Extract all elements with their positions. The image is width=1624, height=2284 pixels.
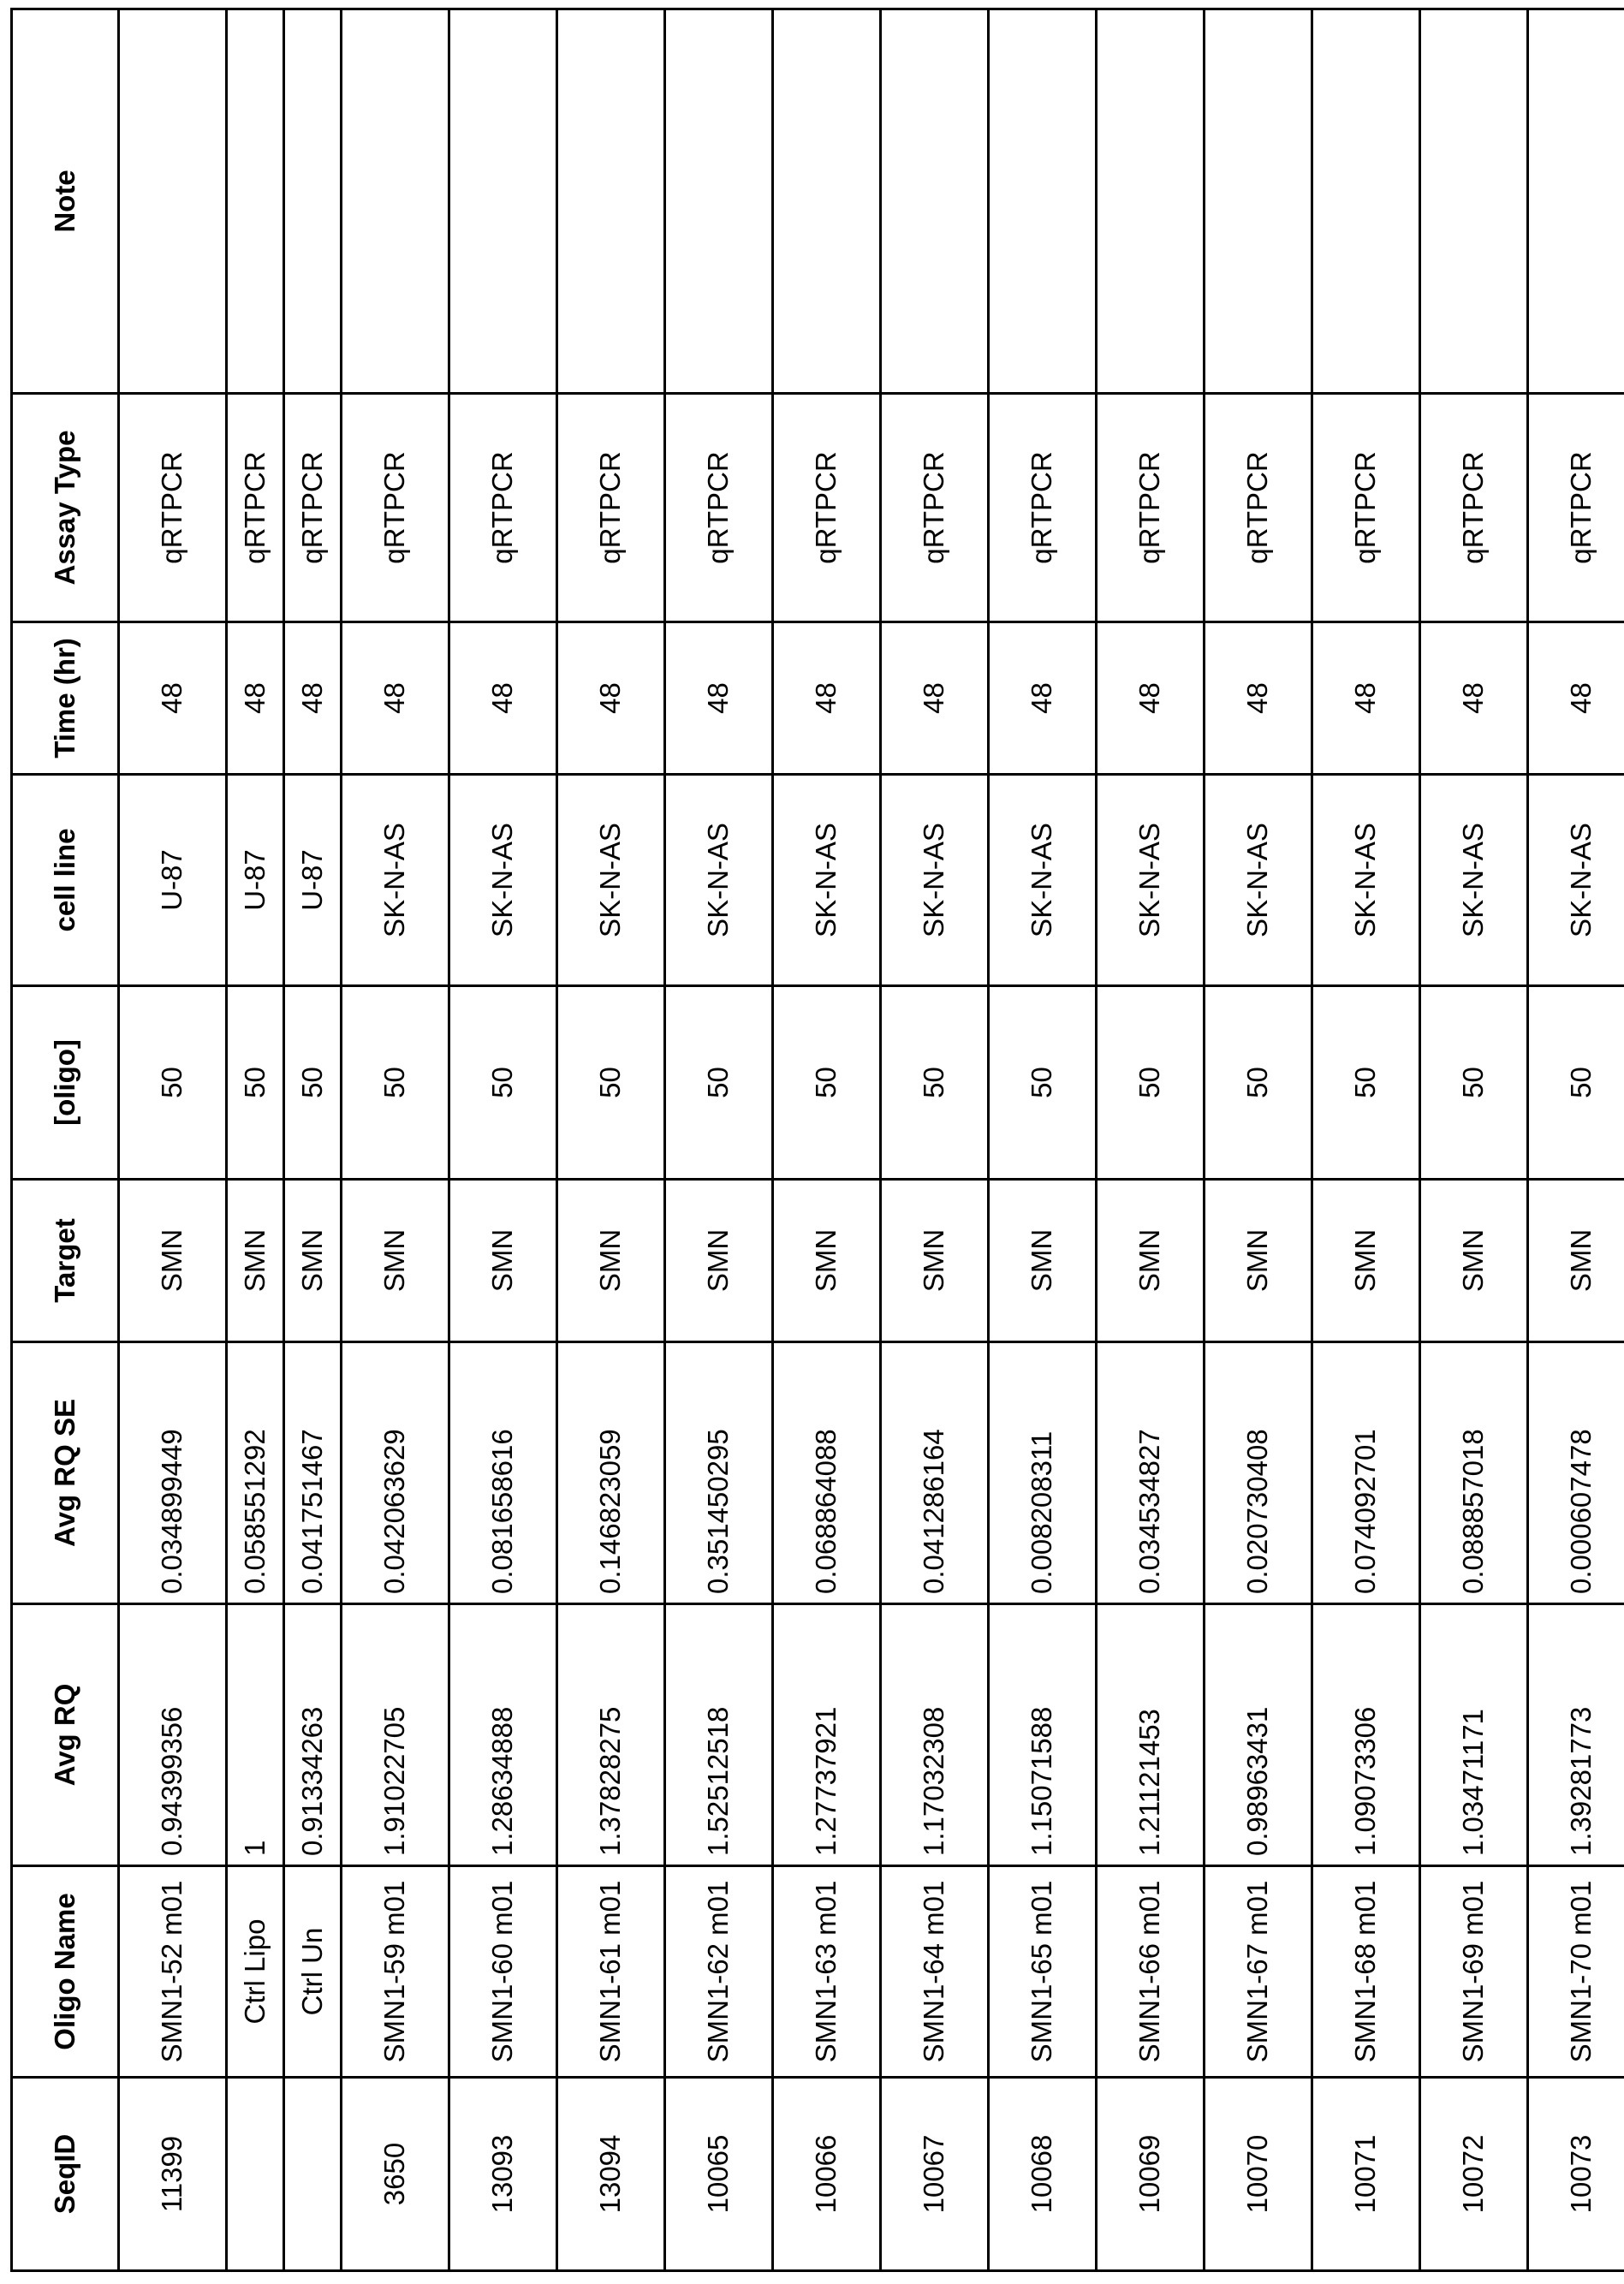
cell-oligo-name: SMN1-64 m01 (881, 1866, 989, 2078)
cell-seqid: 10067 (881, 2078, 989, 2271)
cell-oligo: 50 (227, 986, 284, 1180)
cell-note (449, 9, 557, 394)
cell-cell-line: SK-N-AS (1097, 775, 1205, 986)
table-row (989, 9, 1097, 2271)
cell-avg-rq: 1 (227, 1604, 284, 1866)
table-row (227, 9, 284, 2271)
cell-assay-type: qRTPCR (989, 394, 1097, 622)
cell-oligo-name: SMN1-61 m01 (557, 1866, 665, 2078)
cell-note (665, 9, 773, 394)
cell-avg-rq-se: 0.020730408 (1205, 1342, 1312, 1604)
cell-time: 48 (665, 622, 773, 775)
cell-oligo-name: SMN1-65 m01 (989, 1866, 1097, 2078)
cell-time: 48 (1205, 622, 1312, 775)
cell-cell-line: SK-N-AS (1312, 775, 1420, 986)
cell-oligo: 50 (342, 986, 449, 1180)
cell-assay-type: qRTPCR (342, 394, 449, 622)
cell-note (284, 9, 342, 394)
cell-oligo: 50 (1205, 986, 1312, 1180)
cell-time: 48 (449, 622, 557, 775)
table-row (665, 9, 773, 2271)
cell-avg-rq: 1.09073306 (1312, 1604, 1420, 1866)
cell-avg-rq: 1.03471171 (1420, 1604, 1528, 1866)
cell-avg-rq: 1.15071588 (989, 1604, 1097, 1866)
cell-avg-rq: 1.39281773 (1528, 1604, 1624, 1866)
cell-assay-type: qRTPCR (665, 394, 773, 622)
cell-avg-rq: 0.94399356 (119, 1604, 227, 1866)
cell-note (773, 9, 881, 394)
cell-time: 48 (1528, 622, 1624, 775)
results-table (10, 8, 1624, 2272)
table-row (284, 9, 342, 2271)
cell-avg-rq: 0.98963431 (1205, 1604, 1312, 1866)
cell-assay-type: qRTPCR (1205, 394, 1312, 622)
cell-seqid: 13093 (449, 2078, 557, 2271)
cell-assay-type: qRTPCR (119, 394, 227, 622)
cell-time: 48 (119, 622, 227, 775)
cell-note (342, 9, 449, 394)
cell-seqid: 3650 (342, 2078, 449, 2271)
cell-note (1528, 9, 1624, 394)
cell-oligo-name: SMN1-67 m01 (1205, 1866, 1312, 2078)
cell-assay-type: qRTPCR (227, 394, 284, 622)
cell-assay-type: qRTPCR (1420, 394, 1528, 622)
cell-time: 48 (773, 622, 881, 775)
cell-oligo-name: SMN1-59 m01 (342, 1866, 449, 2078)
cell-time: 48 (1420, 622, 1528, 775)
cell-oligo: 50 (1312, 986, 1420, 1180)
cell-seqid: 10071 (1312, 2078, 1420, 2271)
cell-oligo-name: SMN1-66 m01 (1097, 1866, 1205, 2078)
cell-note (881, 9, 989, 394)
cell-oligo: 50 (881, 986, 989, 1180)
column-header-cell-line: cell line (12, 775, 119, 986)
cell-target: SMN (665, 1180, 773, 1342)
cell-target: SMN (1420, 1180, 1528, 1342)
table-row (557, 9, 665, 2271)
cell-time: 48 (342, 622, 449, 775)
cell-target: SMN (284, 1180, 342, 1342)
cell-avg-rq: 1.21121453 (1097, 1604, 1205, 1866)
cell-cell-line: U-87 (119, 775, 227, 986)
cell-oligo: 50 (284, 986, 342, 1180)
cell-oligo-name: SMN1-63 m01 (773, 1866, 881, 2078)
cell-note (1097, 9, 1205, 394)
cell-oligo: 50 (449, 986, 557, 1180)
cell-cell-line: SK-N-AS (342, 775, 449, 986)
table-row (449, 9, 557, 2271)
cell-target: SMN (1205, 1180, 1312, 1342)
cell-avg-rq-se: 0.081658616 (449, 1342, 557, 1604)
table-row (1097, 9, 1205, 2271)
cell-oligo-name: Ctrl Lipo (227, 1866, 284, 2078)
header-row (12, 9, 119, 2271)
cell-avg-rq-se: 0.058551292 (227, 1342, 284, 1604)
column-header-oligo-name: Oligo Name (12, 1866, 119, 2078)
cell-avg-rq-se: 0.000607478 (1528, 1342, 1624, 1604)
cell-avg-rq-se: 0.042063629 (342, 1342, 449, 1604)
cell-cell-line: SK-N-AS (773, 775, 881, 986)
cell-time: 48 (989, 622, 1097, 775)
cell-seqid: 10066 (773, 2078, 881, 2271)
cell-avg-rq: 1.27737921 (773, 1604, 881, 1866)
cell-note (989, 9, 1097, 394)
cell-cell-line: SK-N-AS (1420, 775, 1528, 986)
cell-oligo: 50 (119, 986, 227, 1180)
cell-assay-type: qRTPCR (1097, 394, 1205, 622)
cell-oligo-name: SMN1-68 m01 (1312, 1866, 1420, 2078)
cell-seqid: 10068 (989, 2078, 1097, 2271)
document-page (0, 0, 1624, 2284)
cell-avg-rq: 1.52512518 (665, 1604, 773, 1866)
cell-oligo-name: SMN1-52 m01 (119, 1866, 227, 2078)
cell-avg-rq-se: 0.034534827 (1097, 1342, 1205, 1604)
cell-avg-rq: 1.28634888 (449, 1604, 557, 1866)
cell-note (1205, 9, 1312, 394)
cell-seqid: 11399 (119, 2078, 227, 2271)
cell-time: 48 (881, 622, 989, 775)
table-row (342, 9, 449, 2271)
cell-note (1312, 9, 1420, 394)
table-row (773, 9, 881, 2271)
cell-oligo-name: SMN1-60 m01 (449, 1866, 557, 2078)
cell-cell-line: U-87 (284, 775, 342, 986)
column-header-time: Time (hr) (12, 622, 119, 775)
cell-assay-type: qRTPCR (1528, 394, 1624, 622)
cell-assay-type: qRTPCR (881, 394, 989, 622)
rotated-table-wrapper (10, 10, 1616, 2272)
cell-cell-line: SK-N-AS (989, 775, 1097, 986)
cell-time: 48 (284, 622, 342, 775)
cell-assay-type: qRTPCR (773, 394, 881, 622)
cell-cell-line: SK-N-AS (881, 775, 989, 986)
column-header-avg-rq-se: Avg RQ SE (12, 1342, 119, 1604)
cell-avg-rq-se: 0.041751467 (284, 1342, 342, 1604)
cell-target: SMN (1312, 1180, 1420, 1342)
cell-time: 48 (227, 622, 284, 775)
cell-target: SMN (227, 1180, 284, 1342)
column-header-oligo: [oligo] (12, 986, 119, 1180)
cell-seqid: 10070 (1205, 2078, 1312, 2271)
cell-avg-rq-se: 0.008208311 (989, 1342, 1097, 1604)
cell-cell-line: SK-N-AS (557, 775, 665, 986)
cell-avg-rq-se: 0.041286164 (881, 1342, 989, 1604)
cell-assay-type: qRTPCR (1312, 394, 1420, 622)
cell-target: SMN (119, 1180, 227, 1342)
cell-target: SMN (1528, 1180, 1624, 1342)
cell-avg-rq-se: 0.034899449 (119, 1342, 227, 1604)
cell-seqid (284, 2078, 342, 2271)
cell-cell-line: SK-N-AS (665, 775, 773, 986)
cell-oligo: 50 (989, 986, 1097, 1180)
cell-time: 48 (1312, 622, 1420, 775)
cell-target: SMN (449, 1180, 557, 1342)
cell-time: 48 (557, 622, 665, 775)
cell-oligo: 50 (1528, 986, 1624, 1180)
cell-avg-rq-se: 0.351450295 (665, 1342, 773, 1604)
table-row (881, 9, 989, 2271)
cell-oligo-name: SMN1-69 m01 (1420, 1866, 1528, 2078)
cell-target: SMN (1097, 1180, 1205, 1342)
cell-note (119, 9, 227, 394)
column-header-target: Target (12, 1180, 119, 1342)
cell-avg-rq-se: 0.074092701 (1312, 1342, 1420, 1604)
cell-assay-type: qRTPCR (557, 394, 665, 622)
column-header-note: Note (12, 9, 119, 394)
cell-target: SMN (881, 1180, 989, 1342)
cell-cell-line: SK-N-AS (1528, 775, 1624, 986)
cell-oligo: 50 (557, 986, 665, 1180)
cell-avg-rq: 1.17032308 (881, 1604, 989, 1866)
cell-cell-line: SK-N-AS (449, 775, 557, 986)
cell-avg-rq: 1.37828275 (557, 1604, 665, 1866)
cell-avg-rq-se: 0.068864088 (773, 1342, 881, 1604)
cell-target: SMN (773, 1180, 881, 1342)
cell-oligo-name: Ctrl Un (284, 1866, 342, 2078)
cell-note (1420, 9, 1528, 394)
column-header-avg-rq: Avg RQ (12, 1604, 119, 1866)
table-row (1420, 9, 1528, 2271)
cell-avg-rq-se: 0.146823059 (557, 1342, 665, 1604)
column-header-assay-type: Assay Type (12, 394, 119, 622)
cell-cell-line: SK-N-AS (1205, 775, 1312, 986)
cell-seqid: 13094 (557, 2078, 665, 2271)
column-header-seqid: SeqID (12, 2078, 119, 2271)
table-row (1312, 9, 1420, 2271)
table-row (119, 9, 227, 2271)
table-row (1205, 9, 1312, 2271)
cell-target: SMN (342, 1180, 449, 1342)
cell-seqid: 10072 (1420, 2078, 1528, 2271)
table-row (1528, 9, 1624, 2271)
cell-seqid: 10065 (665, 2078, 773, 2271)
cell-oligo-name: SMN1-70 m01 (1528, 1866, 1624, 2078)
cell-note (227, 9, 284, 394)
cell-seqid: 10069 (1097, 2078, 1205, 2271)
cell-cell-line: U-87 (227, 775, 284, 986)
cell-note (557, 9, 665, 394)
cell-seqid: 10073 (1528, 2078, 1624, 2271)
cell-avg-rq-se: 0.088857018 (1420, 1342, 1528, 1604)
cell-target: SMN (989, 1180, 1097, 1342)
cell-time: 48 (1097, 622, 1205, 775)
cell-seqid (227, 2078, 284, 2271)
cell-oligo-name: SMN1-62 m01 (665, 1866, 773, 2078)
table-body (119, 9, 1624, 2271)
cell-assay-type: qRTPCR (284, 394, 342, 622)
cell-assay-type: qRTPCR (449, 394, 557, 622)
cell-target: SMN (557, 1180, 665, 1342)
cell-avg-rq: 0.91334263 (284, 1604, 342, 1866)
cell-oligo: 50 (665, 986, 773, 1180)
cell-oligo: 50 (773, 986, 881, 1180)
cell-oligo: 50 (1097, 986, 1205, 1180)
cell-oligo: 50 (1420, 986, 1528, 1180)
cell-avg-rq: 1.91022705 (342, 1604, 449, 1866)
